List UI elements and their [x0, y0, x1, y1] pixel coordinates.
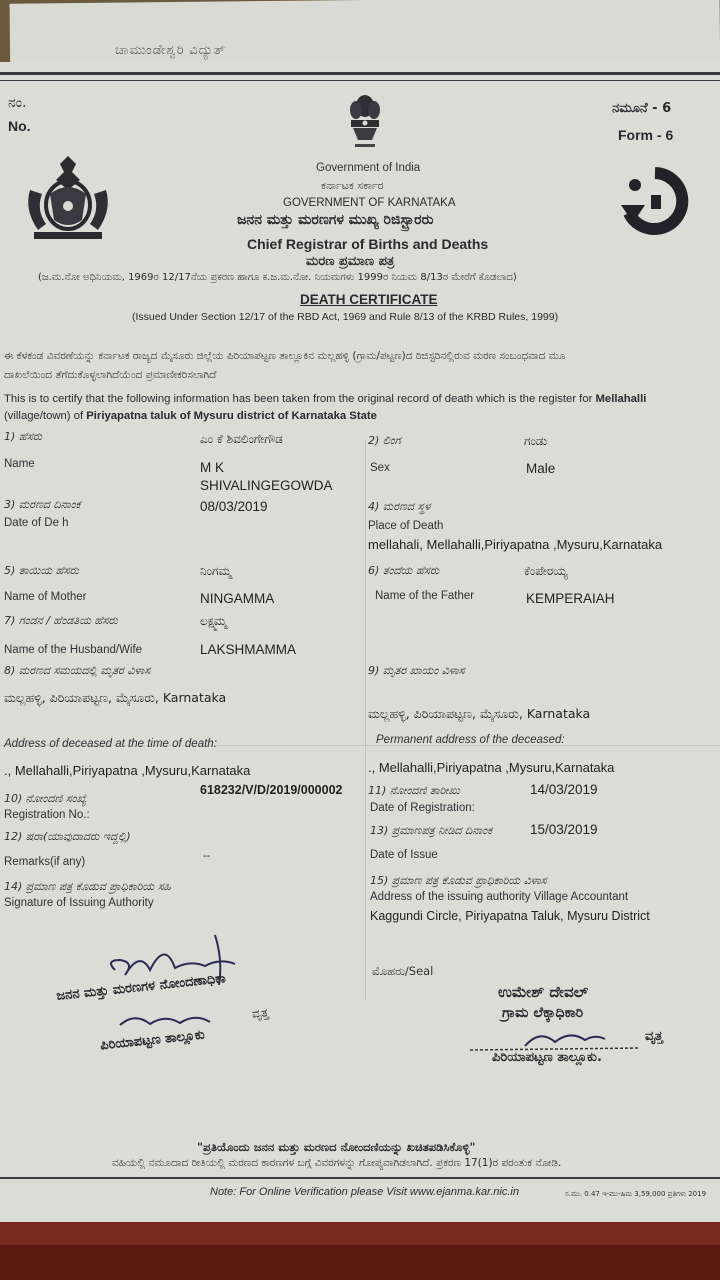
authority-address-label-kn: 15) ಪ್ರಮಾಣ ಪತ್ರ ಕೊಡುವ ಪ್ರಾಧಿಕಾರಿಯ ವಿಳಾಸ	[370, 874, 547, 887]
footer-note-kn: ವಹಿಯಲ್ಲಿ ನಮೂದಾದ ರೀತಿಯಲ್ಲಿ ಮರಣದ ಕಾರಣಗಳ ಬಗ್ಗೆ ವಿವರಗಳನ್ನು ಗೋಪ್ಯವಾಗಿಡಲಾಗಿದೆ. ಪ್ರಕರಣ 17(1)ರ ಪರಂತುಕ ನೋಡಿ.	[112, 1157, 562, 1169]
intro-kn-line2: ದಾಖಲೆಯಿಂದ ತೆಗೆದುಕೊಳ್ಳಲಾಗಿದೆಯೆಂದ ಪ್ರಮಾಣೀಕರಿಸಲಾಗಿದೆ	[4, 369, 217, 381]
name-label: Name	[4, 458, 35, 470]
underlying-sheet-text: ಚಾಮುಂಡೇಶ್ವರಿ ವಿದ್ಯುತ್	[115, 42, 227, 57]
no-label-kn: ನಂ.	[8, 95, 27, 111]
left-stamp-line3: ಪಿರಿಯಾಪಟ್ಟಣ ತಾಲ್ಲೂಕು	[99, 1027, 206, 1054]
permanent-address-label-kn: 9) ಮೃತರ ಖಾಯಂ ವಿಳಾಸ	[368, 664, 465, 677]
name-value-kn: ಎಂ ಕೆ ಶಿವಲಿಂಗೇಗೌಡ	[200, 432, 283, 446]
registrar-title: Chief Registrar of Births and Deaths	[247, 236, 489, 252]
registrar-kn: ಜನನ ಮತ್ತು ಮರಣಗಳ ಮುಖ್ಯ ರಿಜಿಸ್ಟ್ರಾರರು	[237, 212, 434, 228]
address-at-death-label-kn: 8) ಮರಣದ ಸಮಯದಲ್ಲಿ ಮೃತರ ವಿಳಾಸ	[4, 664, 151, 677]
sex-value: Male	[526, 461, 556, 476]
issue-date-label-kn: 13) ಪ್ರಮಾಣಪತ್ರ ನೀಡಿದ ದಿನಾಂಕ	[370, 824, 493, 837]
registration-date-label: Date of Registration:	[370, 802, 475, 814]
footer-rule	[0, 1177, 720, 1179]
sex-label-kn: 2) ಲಿಂಗ	[368, 434, 401, 447]
spouse-label-kn: 7) ಗಂಡನ / ಹೆಂಡತಿಯ ಹೆಸರು	[4, 614, 118, 627]
date-of-death-label: Date of De h	[4, 517, 69, 529]
permanent-address-value-kn: ಮಲ್ಲಹಳ್ಳಿ, ಪಿರಿಯಾಪಟ್ಟಣ, ಮೈಸೂರು, Karnataka	[368, 706, 591, 721]
sex-label: Sex	[370, 462, 390, 474]
place-of-death-label-kn: 4) ಮರಣದ ಸ್ಥಳ	[368, 500, 431, 513]
right-stamp-line4: ಪಿರಿಯಾಪಟ್ಟಣ ತಾಲ್ಲೂಕು.	[492, 1050, 602, 1065]
ejanma-logo-icon	[615, 165, 695, 235]
gov-karnataka-kn: ಕರ್ನಾಟಕ ಸರ್ಕಾರ	[321, 179, 384, 192]
intro-kn-line1: ಈ ಕೆಳಕಂಡ ವಿವರಣೆಯನ್ನು ಕರ್ನಾಟಕ ರಾಜ್ಯದ ಮೈಸೂರು ಜಿಲ್ಲೆಯ ಪಿರಿಯಾಪಟ್ಟಣ ತಾಲ್ಲೂಕಿನ ಮಲ್ಲಹಳ್ಳಿ (ಗ್ರಾಮ/ಪಟ್ಟಣ)ದ ರಿಜಿಸ್ಟರಿನಲ್ಲಿರುವ ಮರಣ ಸಂಬಂಧವಾದ ಮೂ	[4, 350, 566, 362]
left-stamp-line1: ಜನನ ಮತ್ತು ಮರಣಗಳ ನೋಂದಣಾಧಿಕಾ	[55, 971, 227, 1004]
table-surface-shadow	[0, 1245, 720, 1280]
father-label: Name of the Father	[375, 590, 475, 602]
signature-label: Signature of Issuing Authority	[4, 897, 154, 909]
mother-value-kn: ನಿಂಗಮ್ಮ	[200, 564, 232, 578]
sex-value-kn: ಗಂಡು	[524, 434, 548, 448]
registration-date-value: 14/03/2019	[530, 782, 598, 797]
issue-date-label: Date of Issue	[370, 849, 438, 861]
right-stamp-line2: ಗ್ರಾಮ ಲೆಕ್ಕಾಧಿಕಾರಿ	[502, 1005, 584, 1021]
registration-date-label-kn: 11) ನೋಂದಣಿ ತಾರೀಖು	[368, 784, 460, 797]
registration-no-value: 618232/V/D/2019/000002	[200, 783, 343, 797]
top-border-inner	[0, 80, 720, 81]
authority-address-value: Kaggundi Circle, Piriyapatna Taluk, Mysuru District	[370, 909, 650, 923]
remarks-value: --	[203, 850, 211, 862]
karnataka-emblem-icon	[20, 150, 116, 246]
permanent-address-label: Permanent address of the deceased:	[376, 734, 565, 746]
name-label-kn: 1) ಹೆಸರು	[4, 430, 43, 443]
father-value-kn: ಕೆಂಪೇರಯ್ಯ	[524, 564, 568, 578]
intro-text: This is to certify that the following information has been taken from the original record of death which is the register for	[4, 393, 596, 405]
registration-no-label-kn: 10) ನೋಂದಣಿ ಸಂಖ್ಯೆ	[4, 792, 87, 805]
date-of-death-value: 08/03/2019	[200, 499, 268, 514]
ashoka-emblem-icon	[345, 92, 385, 158]
right-stamp-line3: ವೃತ್ತ	[645, 1029, 663, 1044]
date-of-death-label-kn: 3) ಮರಣದ ದಿನಾಂಕ	[4, 498, 81, 511]
address-at-death-value-kn: ಮಲ್ಲಹಳ್ಳಿ, ಪಿರಿಯಾಪಟ್ಟಣ, ಮೈಸೂರು, Karnataka	[4, 690, 227, 705]
gov-india: Government of India	[316, 162, 421, 174]
address-at-death-label: Address of deceased at the time of death:	[4, 738, 217, 750]
certificate-title-kn: ಮರಣ ಪ್ರಮಾಣ ಪತ್ರ	[306, 254, 395, 269]
top-border	[0, 72, 720, 75]
intro-text-2: (village/town) of	[4, 410, 87, 422]
form-label: Form - 6	[618, 127, 674, 143]
print-info: ಸ.ಮು. 0.47 ಇ-ಮು-ಹಿಮ 3,59,000 ಪ್ರತಿಗಳು 2019	[565, 1190, 707, 1198]
remarks-label: Remarks(if any)	[4, 856, 86, 868]
gov-karnataka: GOVERNMENT OF KARNATAKA	[283, 197, 456, 209]
authority-address-label: Address of the issuing authority Village Accountant	[370, 891, 629, 903]
intro-en-line1	[4, 393, 646, 405]
footer-quote-kn: "ಪ್ರತಿಯೊಂದು ಜನನ ಮತ್ತು ಮರಣದ ನೋಂದಣಿಯನ್ನು ಖಚಿತಪಡಿಸಿಕೊಳ್ಳಿ"	[197, 1140, 476, 1154]
place-of-death-value: mellahali, Mellahalli,Piriyapatna ,Mysuru,Karnataka	[368, 537, 663, 552]
taluk-district: Piriyapatna taluk of Mysuru district of Karnataka State	[86, 410, 377, 422]
address-at-death-value: ., Mellahalli,Piriyapatna ,Mysuru,Karnataka	[4, 763, 251, 778]
mother-value: NINGAMMA	[200, 591, 275, 606]
right-stamp-line1: ಉಮೇಶ್ ದೇವಲ್	[498, 983, 589, 1001]
left-stamp-line2: ವೃತ್ತ	[251, 1005, 270, 1021]
mother-label: Name of Mother	[4, 591, 87, 603]
name-value-line2: SHIVALINGEGOWDA	[200, 478, 333, 493]
signature-label-kn: 14) ಪ್ರಮಾಣ ಪತ್ರ ಕೊಡುವ ಪ್ರಾಧಿಕಾರಿಯ ಸಹಿ	[4, 880, 172, 893]
name-value-line1: M K	[200, 460, 225, 475]
mother-label-kn: 5) ತಾಯಿಯ ಹೆಸರು	[4, 564, 79, 577]
village-name: Mellahalli	[595, 393, 647, 405]
act-reference: (Issued Under Section 12/17 of the RBD Act, 1969 and Rule 8/13 of the KRBD Rules, 1999)	[132, 311, 559, 323]
intro-en-line2	[4, 410, 377, 422]
registration-no-label: Registration No.:	[4, 809, 90, 821]
remarks-label-kn: 12) ಷರಾ(ಯಾವುದಾದರು ಇದ್ದಲ್ಲಿ)	[4, 830, 131, 843]
certificate-title: DEATH CERTIFICATE	[300, 292, 438, 307]
center-fold	[365, 440, 366, 1000]
seal-label: ಮೊಹರು/Seal	[372, 964, 434, 978]
left-stamp-date-signature	[115, 1010, 225, 1032]
no-label: No.	[8, 118, 31, 134]
act-reference-kn: (ಜ.ಮ.ನೋ ಅಧಿನಿಯಮ, 1969ರ 12/17ನೆಯ ಪ್ರಕರಣ ಹಾಗೂ ಕ.ಜ.ಮ.ನೋ. ನಿಯಮಗಳು 1999ರ ನಿಯಮ 8/13ರ ಮೇರೆಗೆ ಕೊಡಲಾದ)	[38, 272, 517, 283]
spouse-label: Name of the Husband/Wife	[4, 644, 143, 656]
permanent-address-value: ., Mellahalli,Piriyapatna ,Mysuru,Karnataka	[368, 760, 615, 775]
spouse-value-kn: ಲಕ್ಷ್ಮಮ್ಮ	[200, 614, 227, 628]
spouse-value: LAKSHMAMMA	[200, 642, 297, 657]
father-value: KEMPERAIAH	[526, 591, 615, 606]
place-of-death-label: Place of Death	[368, 520, 444, 532]
father-label-kn: 6) ತಂದೆಯ ಹೆಸರು	[368, 564, 440, 577]
online-verification-note: Note: For Online Verification please Visit www.ejanma.kar.nic.in	[210, 1186, 519, 1198]
form-label-kn: ನಮೂನೆ - 6	[612, 101, 672, 116]
issue-date-value: 15/03/2019	[530, 822, 598, 837]
